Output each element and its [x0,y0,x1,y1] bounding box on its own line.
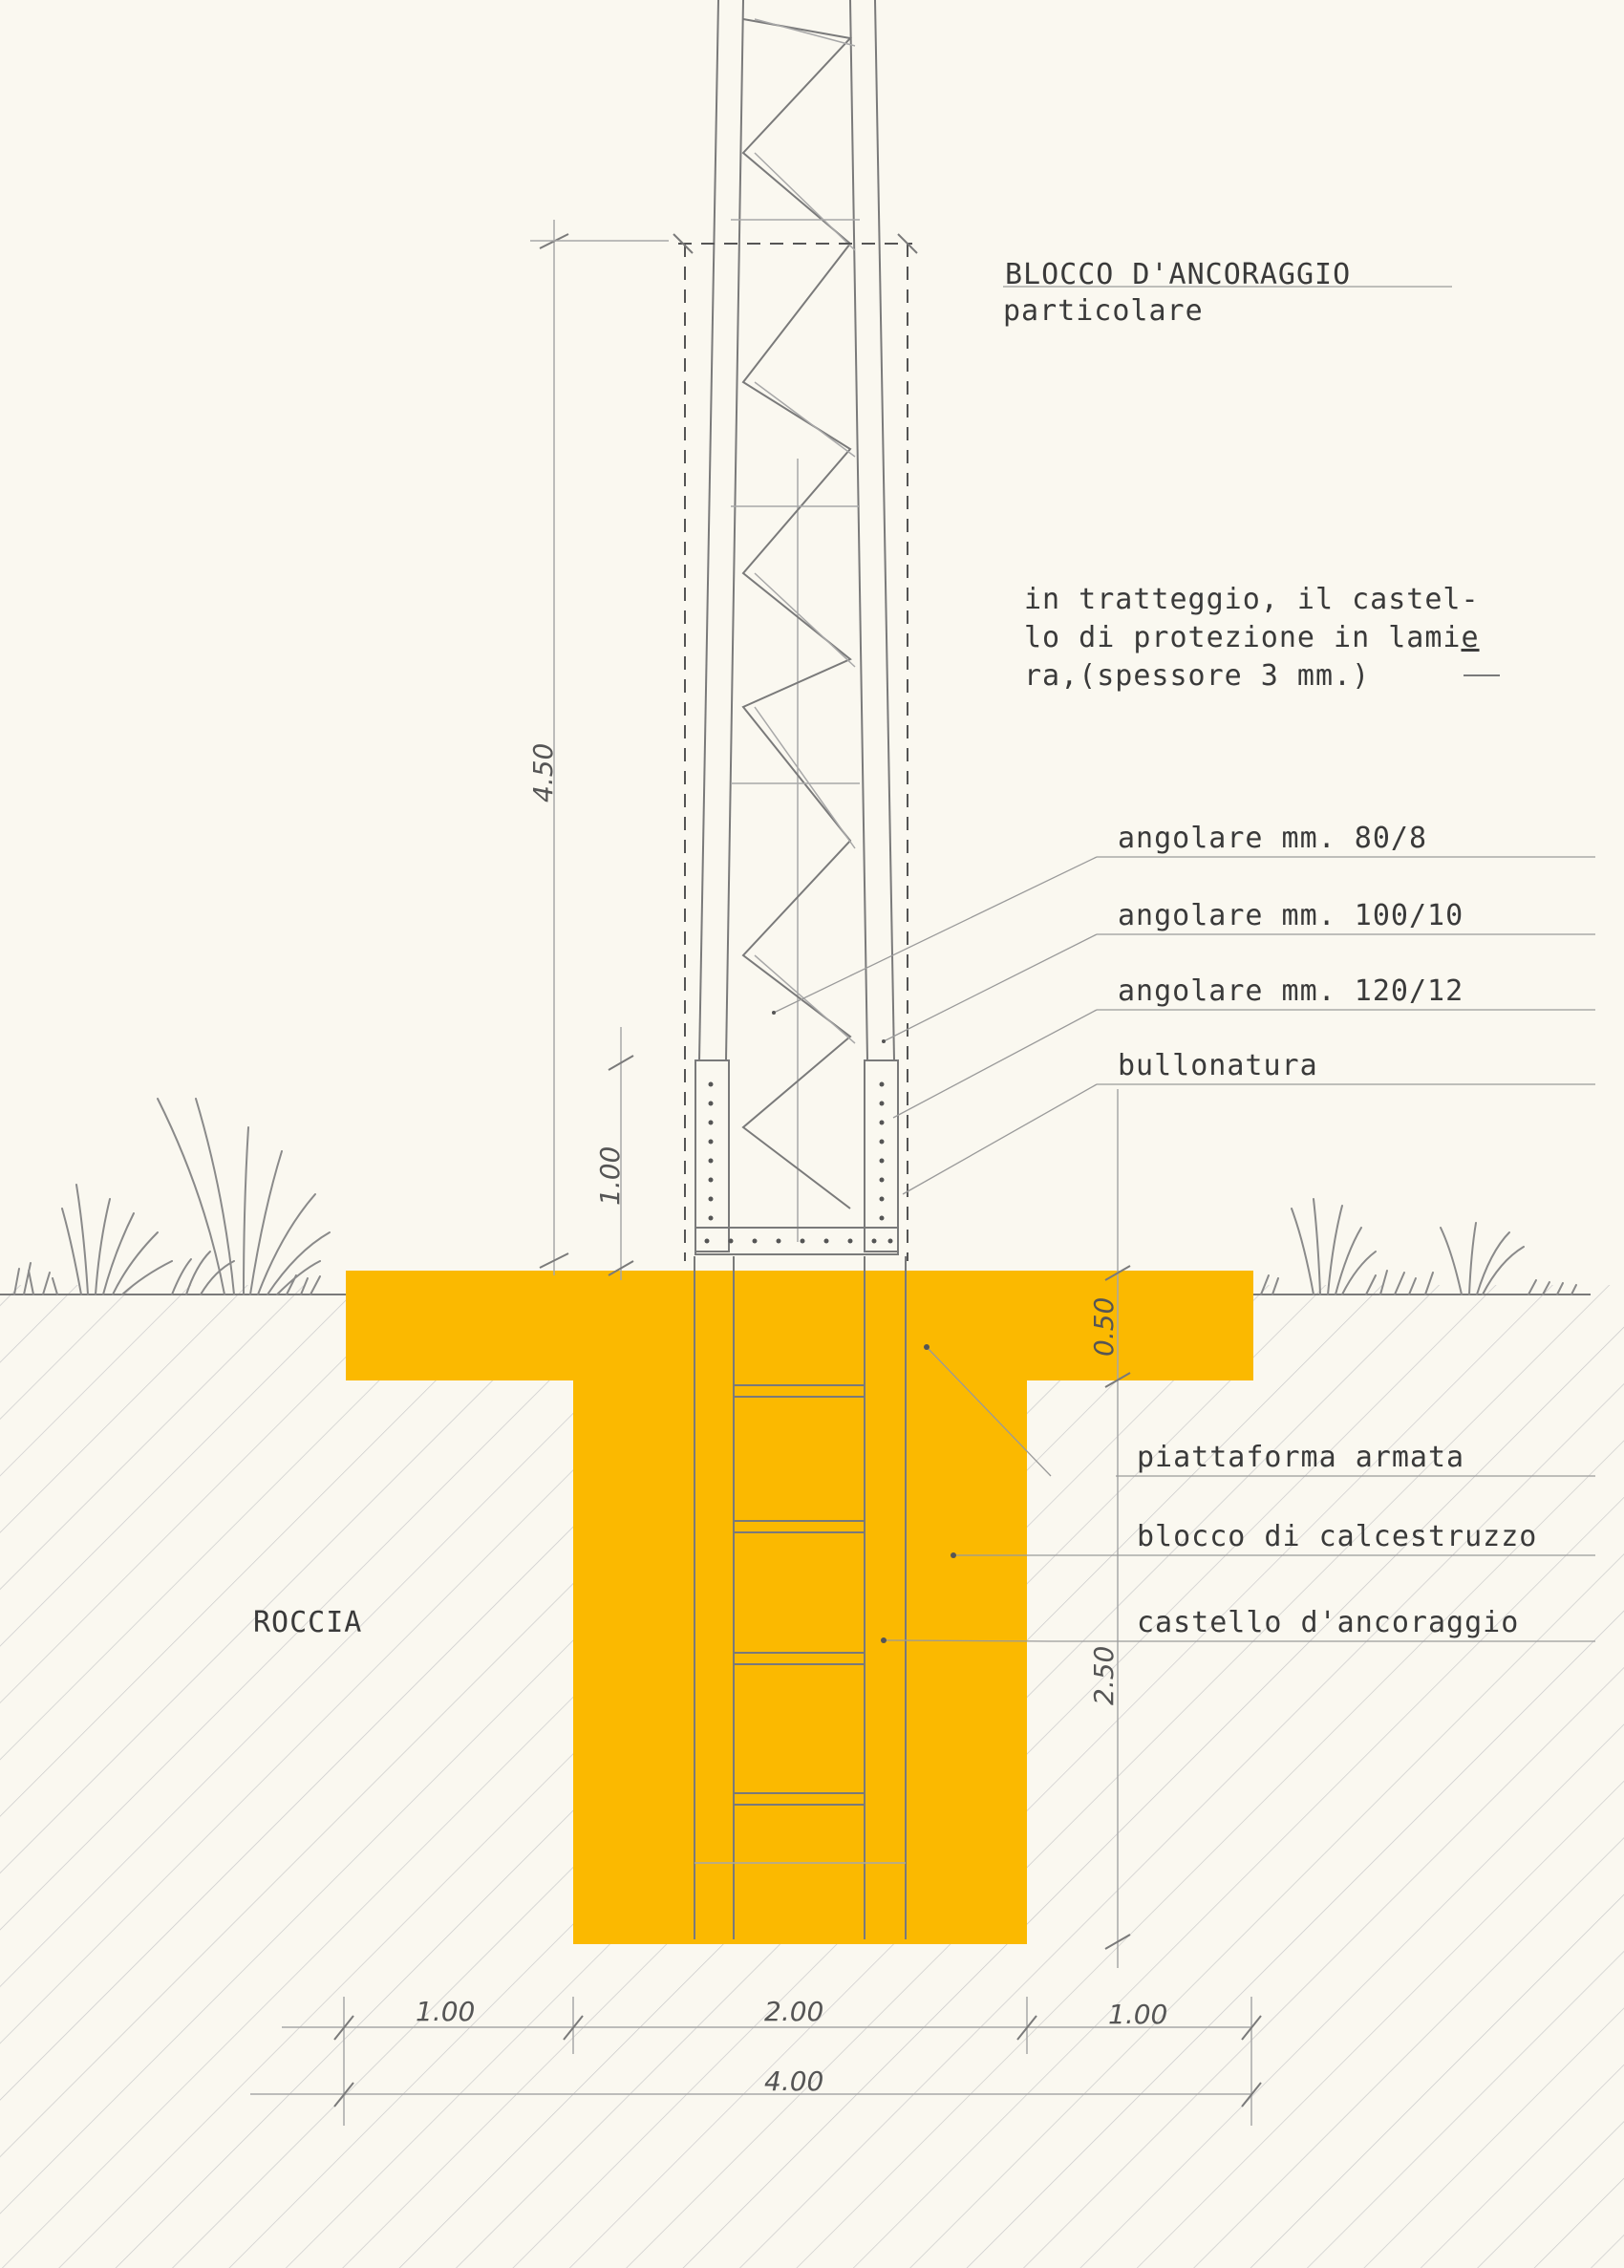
grass-right [1261,1199,1576,1294]
bolting-label: bullonatura [1118,1049,1318,1082]
drawing-subtitle: particolare [1003,294,1204,328]
protection-casing-dashed [673,234,917,1261]
note-line-2: lo di protezione in lamie [1024,621,1480,654]
dim-tower-height: 4.50 [527,742,559,802]
dim-bolted-height: 1.00 [594,1145,626,1206]
anchor-castle-label: castello d'ancoraggio [1137,1606,1520,1639]
profile-label-120: angolare mm. 120/12 [1118,974,1464,1008]
dim-left-offset: 1.00 [416,1996,476,2027]
drawing-title: BLOCCO D'ANCORAGGIO [1005,258,1352,291]
lattice-tower [695,0,898,1254]
note-line-1: in tratteggio, il castel- [1024,583,1480,616]
dim-platform-thickness: 0.50 [1088,1296,1120,1357]
concrete-block-label: blocco di calcestruzzo [1137,1520,1538,1553]
profile-label-100: angolare mm. 100/10 [1118,899,1464,932]
platform-label: piattaforma armata [1137,1441,1465,1474]
grass-left [14,1099,330,1294]
dim-right-offset: 1.00 [1108,1999,1168,2030]
dim-block-width: 2.00 [764,1996,824,2027]
dim-block-depth: 2.50 [1088,1645,1120,1705]
dim-total-width: 4.00 [764,2065,824,2097]
rock-label: ROCCIA [253,1606,363,1639]
profile-label-80: angolare mm. 80/8 [1118,822,1428,855]
note-line-3: ra,(spessore 3 mm.) [1024,659,1371,693]
